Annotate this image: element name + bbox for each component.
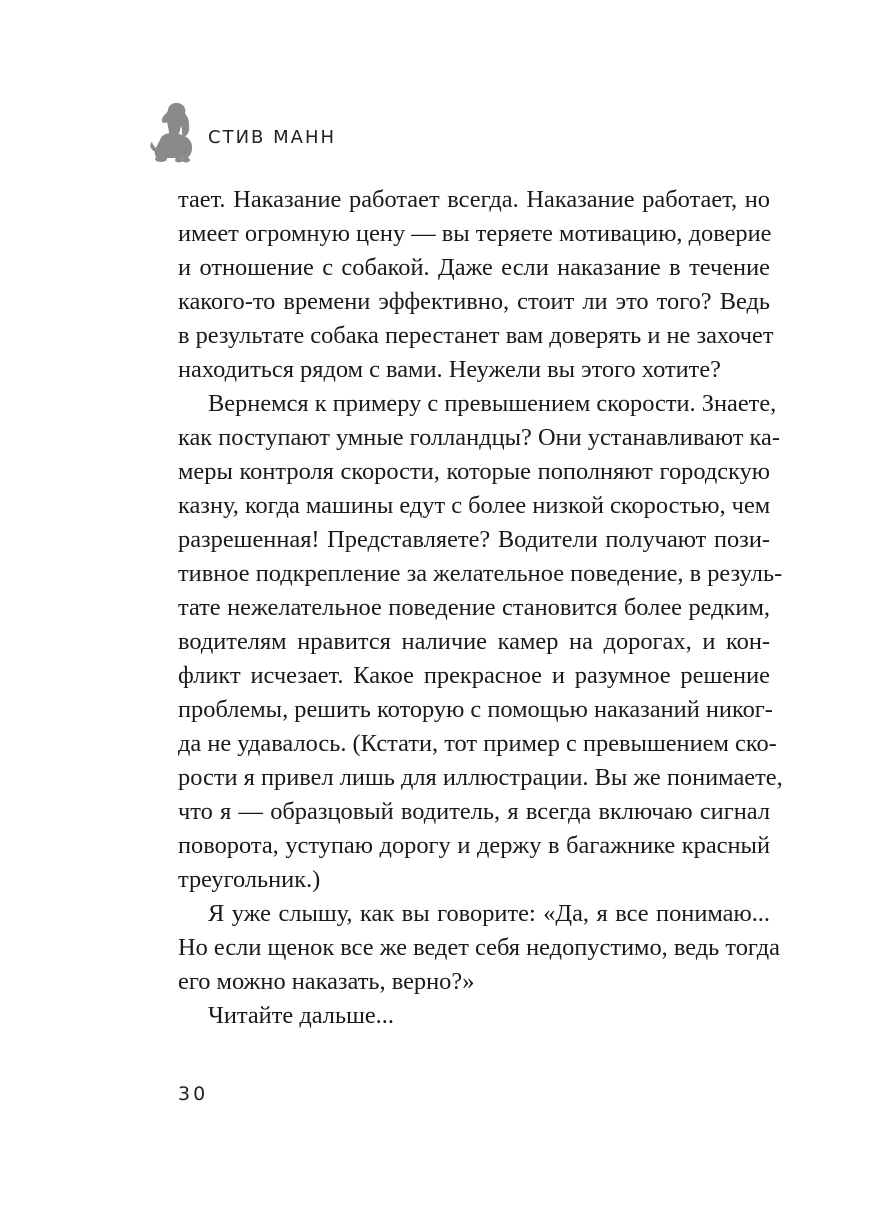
running-header <box>146 100 337 164</box>
text-line: фликт исчезает. Какое прекрасное и разумное решение <box>178 662 770 689</box>
text-line: да не удавалось. (Кстати, тот пример с превышением ско- <box>178 730 777 757</box>
text-line: в результате собака перестанет вам доверять и не захочет <box>178 322 774 349</box>
text-line: имеет огромную цену — вы теряете мотивацию, доверие <box>178 220 772 247</box>
text-line: поворота, уступаю дорогу и держу в багажнике красный <box>178 832 770 859</box>
text-line: проблемы, решить которую с помощью наказаний никог- <box>178 696 773 723</box>
text-line: тает. Наказание работает всегда. Наказание работает, но <box>178 186 770 213</box>
text-line: Вернемся к примеру с превышением скорости. Знаете, <box>208 390 777 417</box>
paragraph <box>178 183 774 387</box>
text-line: меры контроля скорости, которые пополняют городскую <box>178 458 770 485</box>
text-line: треугольник.) <box>178 866 321 893</box>
dog-silhouette-icon <box>146 100 206 164</box>
page-number: 30 <box>178 1083 209 1105</box>
text-line: разрешенная! Представляете? Водители получают пози- <box>178 526 770 553</box>
text-line: находиться рядом с вами. Неужели вы этого хотите? <box>178 356 721 383</box>
text-line: какого-то времени эффективно, стоит ли это того? Ведь <box>178 288 770 315</box>
text-line: Но если щенок все же ведет себя недопустимо, ведь тогда <box>178 934 780 961</box>
text-line: водителям нравится наличие камер на дорогах, и кон- <box>178 628 770 655</box>
text-line: и отношение с собакой. Даже если наказание в течение <box>178 254 770 281</box>
text-line: что я — образцовый водитель, я всегда включаю сигнал <box>178 798 770 825</box>
text-line: Я уже слышу, как вы говорите: «Да, я все понимаю... <box>208 900 770 927</box>
text-line: казну, когда машины едут с более низкой скоростью, чем <box>178 492 771 519</box>
text-line: его можно наказать, верно?» <box>178 968 475 995</box>
paragraph <box>178 387 783 897</box>
author-name: СТИВ МАНН <box>208 127 337 148</box>
paragraph <box>178 999 770 1033</box>
text-line: тате нежелательное поведение становится более редким, <box>178 594 770 621</box>
text-line: как поступают умные голландцы? Они устанавливают ка- <box>178 424 780 451</box>
body-text <box>178 183 783 1033</box>
text-line: Читайте дальше... <box>208 1002 394 1029</box>
paragraph <box>178 897 780 999</box>
text-line: рости я привел лишь для иллюстрации. Вы же понимаете, <box>178 764 783 791</box>
text-line: тивное подкрепление за желательное поведение, в резуль- <box>178 560 783 587</box>
